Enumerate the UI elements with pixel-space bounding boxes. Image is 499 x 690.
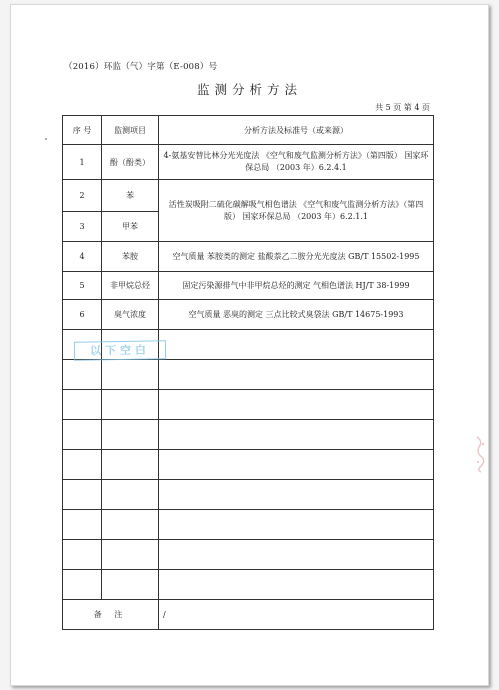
- row-item: 臭气浓度: [102, 300, 159, 330]
- empty-row: [63, 360, 434, 390]
- row-number: 4: [63, 242, 102, 272]
- empty-row: [63, 420, 434, 450]
- table-row: [63, 242, 434, 272]
- table-row: [63, 145, 434, 180]
- table-row: [63, 272, 434, 300]
- row-number: 5: [63, 272, 102, 300]
- row-method: 空气质量 恶臭的测定 三点比较式臭袋法 GB/T 14675-1993: [159, 300, 434, 330]
- row-number: 1: [63, 145, 102, 180]
- header-item: 监测项目: [102, 116, 159, 145]
- page-title: 监测分析方法: [196, 82, 302, 97]
- empty-row: [63, 510, 434, 540]
- empty-row: [63, 390, 434, 420]
- header-serial: 序 号: [63, 116, 102, 145]
- blank-below-stamp: 以下空白: [74, 340, 166, 361]
- document-number: （2016）环监（气）字第（E-008）号: [64, 62, 218, 72]
- notes-label: 备 注: [63, 600, 159, 630]
- row-number: 6: [63, 300, 102, 330]
- row-method: 空气质量 苯胺类的测定 盐酸萘乙二胺分光光度法 GB/T 15502-1995: [159, 242, 434, 272]
- page-info: 共 5 页 第 4 页: [375, 103, 430, 112]
- row-number: 2: [63, 180, 102, 212]
- table-row: [63, 300, 434, 330]
- empty-row: [63, 450, 434, 480]
- table-row: [63, 180, 434, 212]
- row-item: 非甲烷总烃: [102, 272, 159, 300]
- row-method-merged: 活性炭吸附二硫化碳解吸气相色谱法 《空气和废气监测分析方法》（第四版） 国家环保总局 （2003 年）6.2.1.1: [159, 180, 434, 242]
- empty-row: [63, 570, 434, 600]
- row-item: 苯: [102, 180, 159, 212]
- page-speck: [45, 138, 47, 140]
- empty-row: [63, 540, 434, 570]
- row-item: 酚（酚类）: [102, 145, 159, 180]
- header-method: 分析方法及标准号（或来源）: [159, 116, 434, 145]
- row-number: 3: [63, 212, 102, 242]
- methods-table: [62, 115, 434, 630]
- empty-row: [63, 480, 434, 510]
- table-header-row: [63, 116, 434, 145]
- document-page: [10, 4, 489, 686]
- row-method: 4-氨基安替比林分光光度法 《空气和废气监测分析方法》（第四版） 国家环保总局 （2003 年）6.2.4.1: [159, 145, 434, 180]
- red-seal-mark-icon: [474, 435, 488, 473]
- row-item: 甲苯: [102, 212, 159, 242]
- notes-row: [63, 600, 434, 630]
- row-method: 固定污染源排气中非甲烷总烃的测定 气相色谱法 HJ/T 38-1999: [159, 272, 434, 300]
- notes-value: /: [159, 600, 434, 630]
- row-item: 苯胺: [102, 242, 159, 272]
